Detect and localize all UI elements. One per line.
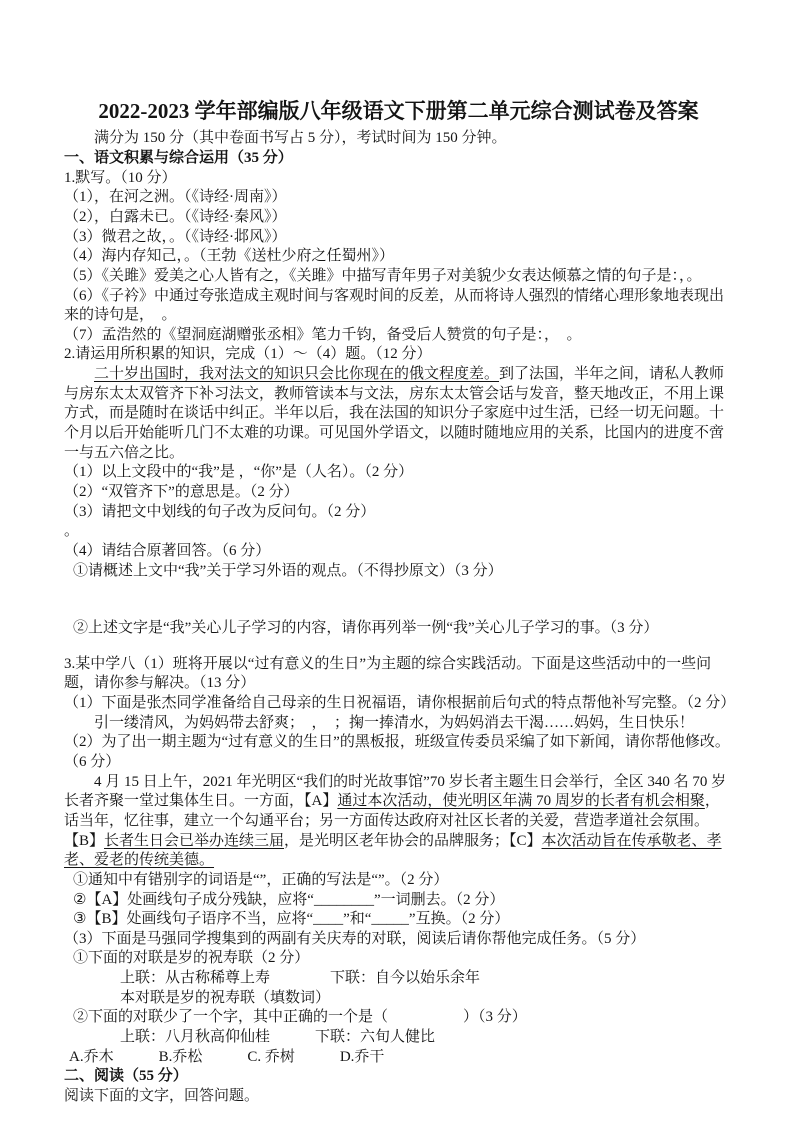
news-segment-1-underlined: 通过本次活动，使光明区年满 70 周岁的长者有机会相聚 (337, 793, 705, 810)
q1-item-6: （6）《子衿》中通过夸张造成主观时间与客观时间的反差，从而将诗人强烈的情绪心理形象地表现出来的诗句是， 。 (64, 287, 725, 324)
q1-item-3: （3）微君之故，。（《诗经·邶风》） (64, 228, 287, 245)
q2-passage-rest: 到了法国，半年之间，请私人教师与房东太太双管齐下补习法文，教师管读本与文法，房东太太管会话与发音，整天地改正，不用上课方式，而是随时在谈话中纠正。半年以后，我在法国的知识分子家庭中过生活，已经一切无问题。十个月以后开始能听几门不太难的功课。可见国外学语文，以随时随地应用的关系，比国内的进度不啻一与五六倍之比。 (64, 366, 725, 461)
q1-item-7: （7）孟浩然的《望洞庭湖赠张丞相》笔力千钧，备受后人赞赏的句子是：， 。 (64, 326, 582, 343)
couplet-1: 上联：从古称稀尊上寿 下联：自今以始乐余年 (120, 970, 481, 987)
q3-item2-sub1: ①通知中有错别字的词语是“”，正确的写法是“”。（2 分） (73, 871, 449, 888)
q2-item-1: （1）以上文段中的“我”是 ，“你”是（人名）。（2 分） (64, 464, 414, 481)
section2-heading: 二、阅读（55 分） (64, 1068, 188, 1085)
news-segment-4: ，是光明区老年协会的品牌服务；【C】 (284, 832, 542, 849)
news-segment-2: ，话当年，忆往事，建立一个勾通平台；另一方面传达政府对社区长者的关爱，营造孝道社会氛围。【B】 (64, 793, 720, 849)
q2-stem: 2.请运用所积累的知识，完成（1）～（4）题。（12 分） (64, 346, 432, 363)
q3-stem: 3.某中学八（1）班将开展以“过有意义的生日”为主题的综合实践活动。下面是这些活动中的一些问题，请你参与解决。（13 分） (64, 655, 712, 692)
news-segment-3-underlined: 长者生日会已举办连续三届 (104, 832, 285, 849)
q3-item-3: （3）下面是马强同学搜集到的两副有关庆寿的对联，阅读后请你帮他完成任务。（5 分） (64, 930, 646, 947)
q2-passage-underlined: 二十岁出国时，我对法文的知识只会比你现在的俄文程度差。 (94, 366, 500, 383)
q3-item2-sub2: ②【A】处画线句子成分残缺，应将“________”一词删去。（2 分） (73, 891, 505, 908)
q3-item-2: （2）为了出一期主题为“过有意义的生日”的黑板报，班级宣传委员采编了如下新闻，请你帮他修改。（6 分） (64, 734, 730, 771)
q2-passage (64, 365, 733, 463)
q1-stem: 1.默写。（10 分） (64, 169, 177, 186)
q1-item-5: （5）《关雎》爱美之心人皆有之，《关雎》中描写青年男子对美貌少女表达倾慕之情的句子是：，。 (64, 267, 702, 284)
couplet-1-note: 本对联是岁的祝寿联（填数词） (120, 989, 331, 1006)
exam-info: 满分为 150 分（其中卷面书写占 5 分），考试时间为 150 分钟。 (94, 130, 507, 147)
q2-item4-sub2: ②上述文字是“我”关心儿子学习的内容，请你再列举一例“我”关心儿子学习的事。（3 分） (73, 620, 659, 637)
page-title: 2022-2023 学年部编版八年级语文下册第二单元综合测试卷及答案 (98, 99, 699, 123)
q3-item3-sub1: ①下面的对联是岁的祝寿联（2 分） (73, 950, 310, 967)
q3-item3-sub2: ②下面的对联少了一个字，其中正确的一个是（ ）（3 分） (73, 1009, 527, 1026)
q3-item2-sub3: ③【B】处画线句子语序不当，应将“____”和“_____”互换。（2 分） (73, 911, 510, 928)
q3-news-paragraph (64, 773, 733, 871)
q2-item4-sub1: ①请概述上文中“我”关于学习外语的观点。（不得抄原文）（3 分） (73, 562, 503, 579)
q2-item-4: （4）请结合原著回答。（6 分） (64, 542, 271, 559)
q1-item-4: （4）海内存知己，。（王勃《送杜少府之任蜀州》） (64, 248, 395, 265)
section2-intro: 阅读下面的文字，回答问题。 (64, 1087, 260, 1104)
q2-stray-period: 。 (64, 523, 80, 540)
news-segment-0: 4 月 15 日上午，2021 年光明区“我们的时光故事馆”70 岁长者主题生日会举行，全区 340 名 70 岁长者齐聚一堂过集体生日。一方面，【A】 (64, 773, 727, 810)
section1-heading: 一、语文积累与综合运用（35 分） (64, 150, 293, 167)
q3-item-1: （1）下面是张杰同学准备给自己母亲的生日祝福语，请你根据前后句式的特点帮他补写完整。（2 分） (64, 695, 736, 712)
answer-choices: A.乔木 B.乔松 C. 乔树 D.乔干 (69, 1048, 385, 1065)
news-segment-5-underlined: 本次活动旨在传承敬老、孝老、爱老的传统美德。 (64, 832, 722, 869)
q3-blessing-line: 引一缕清风，为妈妈带去舒爽； ， ；掬一捧清水，为妈妈消去干渴……妈妈，生日快乐！ (94, 714, 695, 731)
q1-item-1: （1），在河之洲。（《诗经·周南》） (64, 189, 287, 206)
q1-item-2: （2），白露未已。（《诗经·秦风》） (64, 209, 287, 225)
couplet-2: 上联：八月秋高仰仙桂 下联：六旬人健比 (120, 1028, 436, 1045)
q2-item-2: （2）“双管齐下”的意思是。（2 分） (64, 483, 299, 500)
q2-item-3: （3）请把文中划线的句子改为反问句。（2 分） (64, 503, 376, 520)
